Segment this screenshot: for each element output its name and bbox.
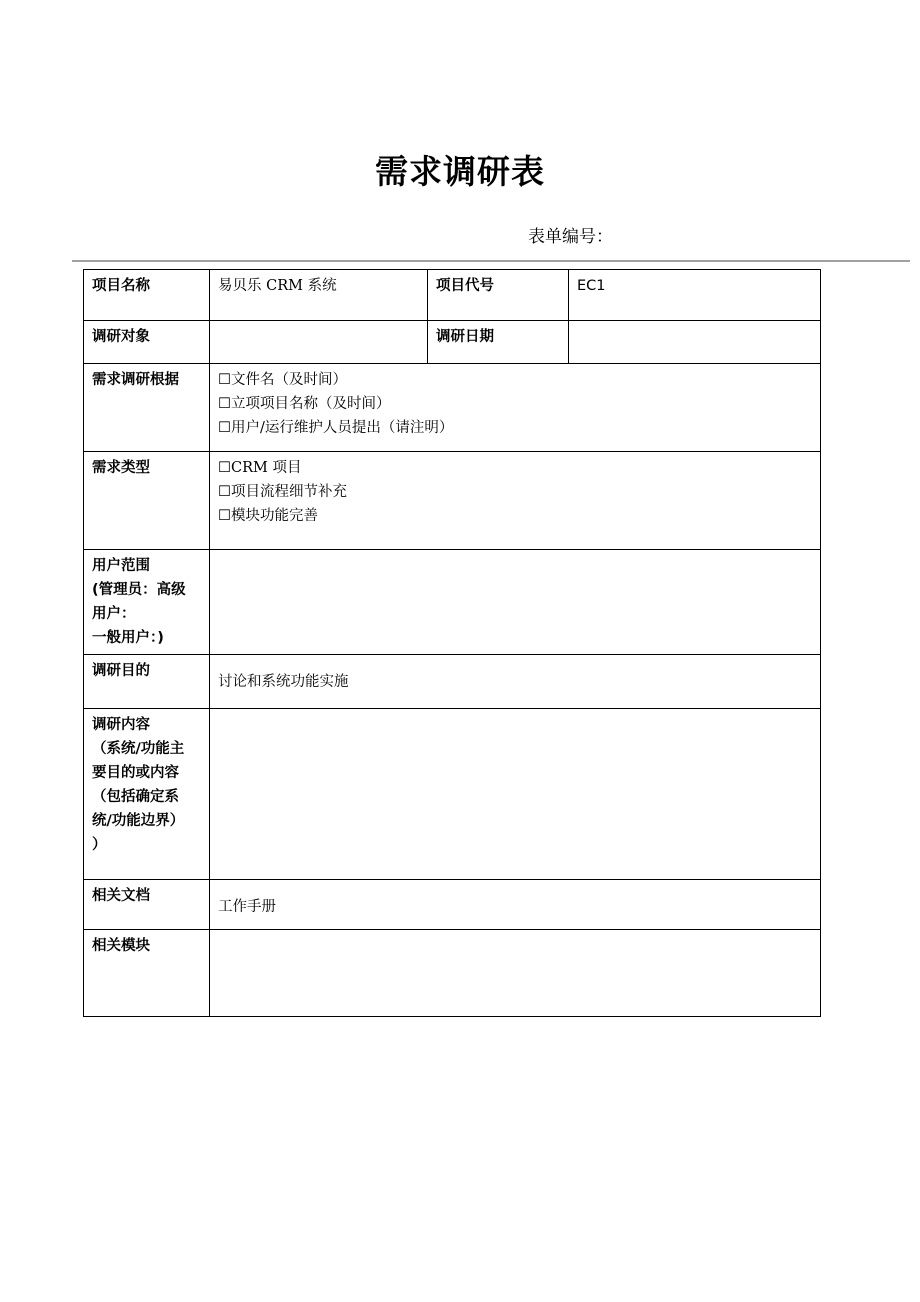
modules-label: 相关模块: [84, 930, 210, 1017]
basis-option-user[interactable]: ☐用户/运行维护人员提出（请注明）: [218, 420, 454, 436]
type-option-module[interactable]: ☐模块功能完善: [218, 508, 318, 524]
docs-label: 相关文档: [84, 880, 210, 930]
project-name-label: 项目名称: [84, 270, 210, 321]
form-number-label: 表单编号：: [528, 227, 613, 247]
modules-value[interactable]: [210, 930, 821, 1017]
research-target-label: 调研对象: [84, 321, 210, 364]
purpose-value[interactable]: [210, 655, 821, 709]
content-label-line: 统/功能边界）: [92, 813, 185, 829]
content-label-line: （系统/功能主: [92, 741, 185, 757]
project-code-label: 项目代号: [428, 270, 569, 321]
research-date-label: 调研日期: [428, 321, 569, 364]
row-user-scope: [84, 550, 821, 655]
row-content: [84, 709, 821, 880]
type-label: 需求类型: [84, 452, 210, 550]
user-scope-label-line: 用户范围: [92, 558, 150, 574]
page-title: 需求调研表: [375, 152, 545, 191]
content-label-line: 调研内容: [92, 717, 150, 733]
type-option-crm[interactable]: ☐CRM 项目: [218, 460, 302, 476]
project-name-value[interactable]: 易贝乐 CRM 系统: [210, 270, 428, 321]
project-code-value[interactable]: EC1: [569, 270, 821, 321]
row-research: [84, 321, 821, 364]
type-options: [210, 452, 821, 550]
content-label: [84, 709, 210, 880]
row-docs: [84, 880, 821, 930]
purpose-text: 讨论和系统功能实施: [218, 674, 349, 690]
basis-options: [210, 364, 821, 452]
row-purpose: [84, 655, 821, 709]
content-value[interactable]: [210, 709, 821, 880]
user-scope-label: [84, 550, 210, 655]
requirements-form-table: [83, 269, 821, 1017]
research-target-value[interactable]: [210, 321, 428, 364]
content-label-line: 要目的或内容: [92, 765, 179, 781]
docs-text: 工作手册: [218, 899, 276, 915]
user-scope-value[interactable]: [210, 550, 821, 655]
content-label-line: ）: [92, 837, 107, 853]
user-scope-label-line: 一般用户：): [92, 630, 164, 646]
content-label-line: （包括确定系: [92, 789, 179, 805]
type-option-process[interactable]: ☐项目流程细节补充: [218, 484, 347, 500]
row-basis: [84, 364, 821, 452]
research-date-value[interactable]: [569, 321, 821, 364]
header-divider: [72, 260, 910, 262]
user-scope-label-line: (管理员：高级: [92, 582, 186, 598]
purpose-label: 调研目的: [84, 655, 210, 709]
basis-option-file[interactable]: ☐文件名（及时间）: [218, 372, 347, 388]
user-scope-label-line: 用户：: [92, 606, 136, 622]
row-type: [84, 452, 821, 550]
row-project: [84, 270, 821, 321]
basis-label: 需求调研根据: [84, 364, 210, 452]
basis-option-project[interactable]: ☐立项项目名称（及时间）: [218, 396, 391, 412]
row-modules: [84, 930, 821, 1017]
docs-value[interactable]: [210, 880, 821, 930]
